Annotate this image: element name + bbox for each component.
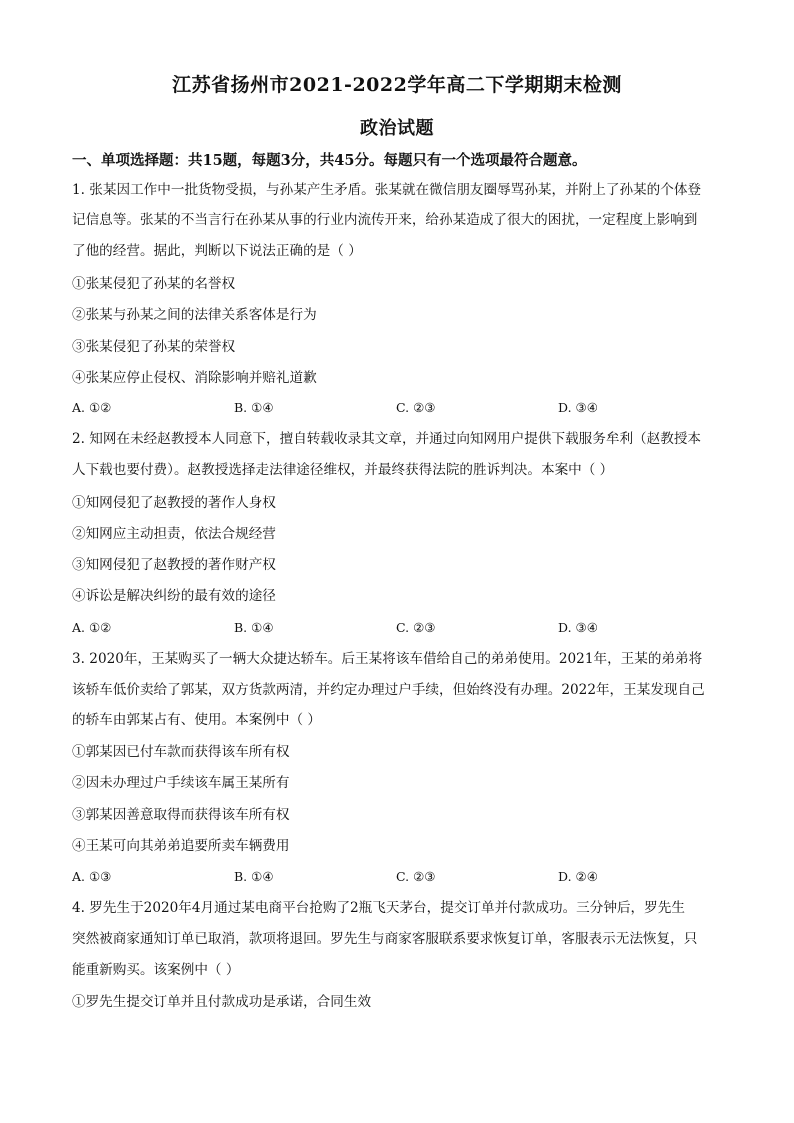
question-2-options bbox=[72, 618, 732, 638]
option-a: A. ①② bbox=[72, 400, 112, 415]
question-3-item: ③郭某因善意取得而获得该车所有权 bbox=[72, 807, 290, 823]
question-3-item: ①郭某因已付车款而获得该车所有权 bbox=[72, 744, 290, 760]
question-3-options bbox=[72, 867, 732, 887]
option-b: B. ①④ bbox=[234, 620, 274, 635]
question-3-stem-line: 的轿车由郭某占有、使用。本案例中（ ） bbox=[72, 712, 322, 728]
question-1-stem-line: 了他的经营。据此，判断以下说法正确的是（ ） bbox=[72, 243, 362, 259]
option-a: A. ①② bbox=[72, 620, 112, 635]
question-3-stem-line: 3. 2020年，王某购买了一辆大众捷达轿车。后王某将该车借给自己的弟弟使用。2021年，王某的弟弟将 bbox=[72, 651, 703, 667]
question-2-item: ①知网侵犯了赵教授的著作人身权 bbox=[72, 495, 276, 511]
question-4-stem-line: 能重新购买。该案例中（ ） bbox=[72, 962, 240, 978]
option-c: C. ②③ bbox=[396, 869, 436, 884]
question-1-item: ④张某应停止侵权、消除影响并赔礼道歉 bbox=[72, 370, 317, 386]
option-d: D. ②④ bbox=[558, 869, 598, 884]
question-2-stem-line: 人下载也要付费）。赵教授选择走法律途径维权，并最终获得法院的胜诉判决。本案中（ ） bbox=[72, 462, 614, 478]
option-d: D. ③④ bbox=[558, 400, 598, 415]
option-c: C. ②③ bbox=[396, 400, 436, 415]
question-2-item: ④诉讼是解决纠纷的最有效的途径 bbox=[72, 588, 276, 604]
option-d: D. ③④ bbox=[558, 620, 598, 635]
question-2-item: ②知网应主动担责，依法合规经营 bbox=[72, 526, 276, 542]
question-1-item: ②张某与孙某之间的法律关系客体是行为 bbox=[72, 307, 317, 323]
option-b: B. ①④ bbox=[234, 869, 274, 884]
option-c: C. ②③ bbox=[396, 620, 436, 635]
question-4-stem-line: 突然被商家通知订单已取消，款项将退回。罗先生与商家客服联系要求恢复订单，客服表示无法恢复，只 bbox=[72, 931, 698, 947]
question-3-item: ②因未办理过户手续该车属王某所有 bbox=[72, 775, 290, 791]
question-4-stem-line: 4. 罗先生于2020年4月通过某电商平台抢购了2瓶飞天茅台，提交订单并付款成功。三分钟后，罗先生 bbox=[72, 900, 685, 916]
option-b: B. ①④ bbox=[234, 400, 274, 415]
question-1-options bbox=[72, 398, 732, 418]
question-2-item: ③知网侵犯了赵教授的著作财产权 bbox=[72, 557, 276, 573]
option-a: A. ①③ bbox=[72, 869, 112, 884]
page-subtitle: 政治试题 bbox=[360, 118, 434, 139]
question-1-item: ③张某侵犯了孙某的荣誉权 bbox=[72, 339, 236, 355]
question-2-stem-line: 2. 知网在未经赵教授本人同意下，擅自转载收录其文章，并通过向知网用户提供下载服务牟利（赵教授本 bbox=[72, 431, 702, 447]
question-1-stem-line: 1. 张某因工作中一批货物受损，与孙某产生矛盾。张某就在微信朋友圈辱骂孙某，并附上了孙某的个体登 bbox=[72, 182, 702, 198]
question-1-stem-line: 记信息等。张某的不当言行在孙某从事的行业内流传开来，给孙某造成了很大的困扰，一定程度上影响到 bbox=[72, 212, 698, 228]
question-4-item: ①罗先生提交订单并且付款成功是承诺，合同生效 bbox=[72, 994, 372, 1010]
section-heading: 一、单项选择题：共15题，每题3分，共45分。每题只有一个选项最符合题意。 bbox=[72, 152, 587, 169]
page-title: 江苏省扬州市2021-2022学年高二下学期期末检测 bbox=[172, 74, 622, 96]
question-3-item: ④王某可向其弟弟追要所卖车辆费用 bbox=[72, 838, 290, 854]
question-3-stem-line: 该轿车低价卖给了郭某，双方货款两清，并约定办理过户手续，但始终没有办理。2022年，王某发现自己 bbox=[72, 682, 705, 698]
question-1-item: ①张某侵犯了孙某的名誉权 bbox=[72, 276, 236, 292]
